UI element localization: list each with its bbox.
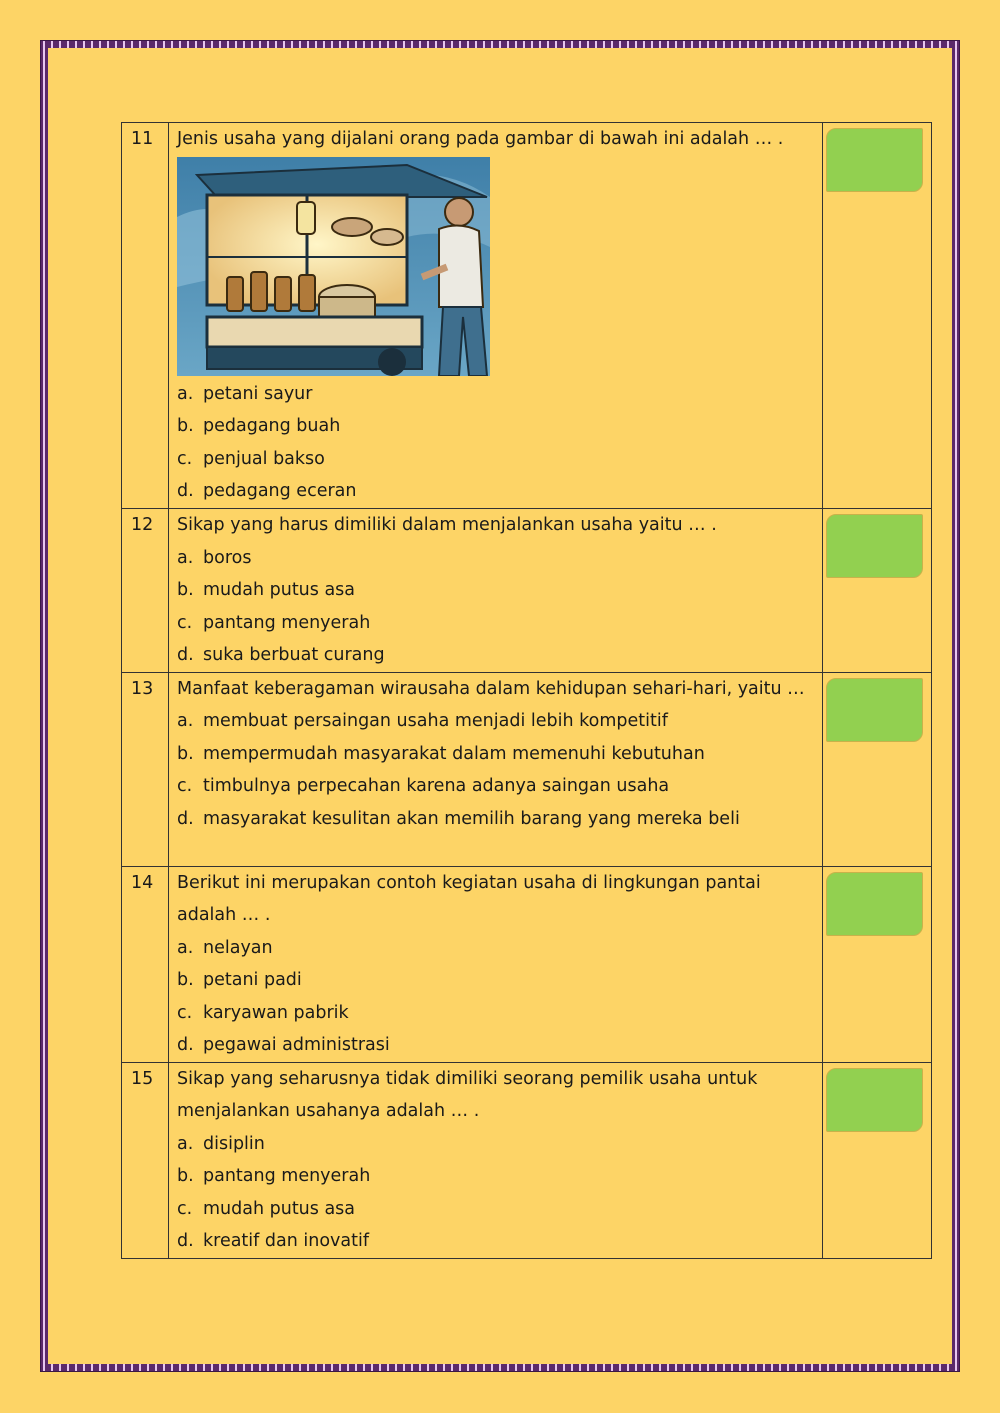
question-number: 12 — [122, 509, 169, 673]
option-letter: b. — [177, 743, 194, 764]
option-text: pantang menyerah — [203, 1166, 371, 1186]
option-text: pedagang eceran — [203, 481, 357, 501]
answer-cell — [823, 1062, 932, 1258]
answer-drop-box[interactable] — [826, 128, 923, 192]
option-b — [177, 738, 822, 771]
option-text: pantang menyerah — [203, 612, 371, 633]
answer-drop-box[interactable] — [826, 1068, 923, 1132]
option-a — [177, 542, 822, 575]
answer-drop-box[interactable] — [826, 514, 923, 578]
option-b — [177, 964, 822, 997]
option-letter: d. — [177, 808, 194, 829]
option-d — [177, 1225, 822, 1258]
option-a — [177, 705, 822, 738]
question-row — [122, 866, 932, 1062]
option-c — [177, 770, 822, 803]
option-text: petani sayur — [203, 383, 313, 404]
question-number: 14 — [122, 866, 169, 1062]
option-text: petani padi — [203, 970, 302, 990]
question-row — [122, 509, 932, 673]
option-letter: b. — [177, 1166, 194, 1186]
question-number: 11 — [122, 123, 169, 509]
option-text: disiplin — [203, 1133, 265, 1154]
option-letter: a. — [177, 937, 194, 958]
option-letter: d. — [177, 481, 194, 501]
option-text: karyawan pabrik — [203, 1002, 349, 1023]
option-letter: a. — [177, 547, 194, 568]
option-letter: a. — [177, 711, 194, 731]
question-text: Berikut ini merupakan contoh kegiatan usaha di lingkungan pantai adalah … . — [177, 872, 761, 925]
question-text: Sikap yang harus dimiliki dalam menjalankan usaha yaitu … . — [177, 515, 717, 535]
option-text: timbulnya perpecahan karena adanya saingan usaha — [203, 776, 670, 796]
option-letter: b. — [177, 970, 194, 990]
option-d — [177, 475, 822, 508]
answer-cell — [823, 509, 932, 673]
option-letter: c. — [177, 1198, 193, 1219]
option-letter: b. — [177, 416, 194, 436]
option-text: boros — [203, 547, 252, 568]
option-b — [177, 1160, 822, 1193]
answer-cell — [823, 672, 932, 866]
option-text: pegawai administrasi — [203, 1035, 390, 1055]
option-text: masyarakat kesulitan akan memilih barang yang mereka beli — [203, 808, 740, 829]
option-letter: d. — [177, 645, 194, 665]
option-d — [177, 1029, 822, 1062]
option-letter: a. — [177, 1133, 194, 1154]
option-letter: a. — [177, 383, 194, 404]
option-text: pedagang buah — [203, 416, 341, 436]
option-text: mempermudah masyarakat dalam memenuhi kebutuhan — [203, 743, 705, 764]
option-text: kreatif dan inovatif — [203, 1231, 369, 1251]
question-content — [169, 123, 823, 509]
option-letter: c. — [177, 776, 193, 796]
question-content — [169, 1062, 823, 1258]
option-c — [177, 1193, 822, 1226]
answer-drop-box[interactable] — [826, 872, 923, 936]
option-text: nelayan — [203, 937, 273, 958]
option-b — [177, 574, 822, 607]
option-a — [177, 1128, 822, 1161]
option-c — [177, 443, 822, 476]
answer-cell — [823, 866, 932, 1062]
question-content — [169, 509, 823, 673]
option-b — [177, 410, 822, 443]
option-text: membuat persaingan usaha menjadi lebih kompetitif — [203, 711, 668, 731]
question-number: 15 — [122, 1062, 169, 1258]
option-letter: c. — [177, 1002, 193, 1023]
option-text: suka berbuat curang — [203, 645, 385, 665]
option-letter: d. — [177, 1035, 194, 1055]
option-a — [177, 932, 822, 965]
question-number: 13 — [122, 672, 169, 866]
question-row — [122, 672, 932, 866]
option-letter: c. — [177, 612, 193, 633]
answer-drop-box[interactable] — [826, 678, 923, 742]
option-d — [177, 639, 822, 672]
question-row — [122, 123, 932, 509]
option-letter: b. — [177, 580, 194, 600]
street-food-cart-image — [177, 157, 490, 376]
answer-cell — [823, 123, 932, 509]
option-letter: c. — [177, 448, 193, 469]
question-text: Manfaat keberagaman wirausaha dalam kehidupan sehari-hari, yaitu … — [177, 678, 805, 699]
option-d — [177, 803, 822, 836]
question-row — [122, 1062, 932, 1258]
quiz-table — [121, 122, 932, 1259]
option-text: mudah putus asa — [203, 1198, 356, 1219]
question-text: Sikap yang seharusnya tidak dimiliki seorang pemilik usaha untuk menjalankan usahanya adalah … . — [177, 1068, 758, 1121]
option-a — [177, 378, 822, 411]
question-text: Jenis usaha yang dijalani orang pada gambar di bawah ini adalah … . — [177, 129, 784, 149]
option-text: penjual bakso — [203, 448, 325, 469]
question-content — [169, 866, 823, 1062]
option-c — [177, 607, 822, 640]
question-content — [169, 672, 823, 866]
option-text: mudah putus asa — [203, 580, 356, 600]
option-c — [177, 997, 822, 1030]
option-letter: d. — [177, 1231, 194, 1251]
